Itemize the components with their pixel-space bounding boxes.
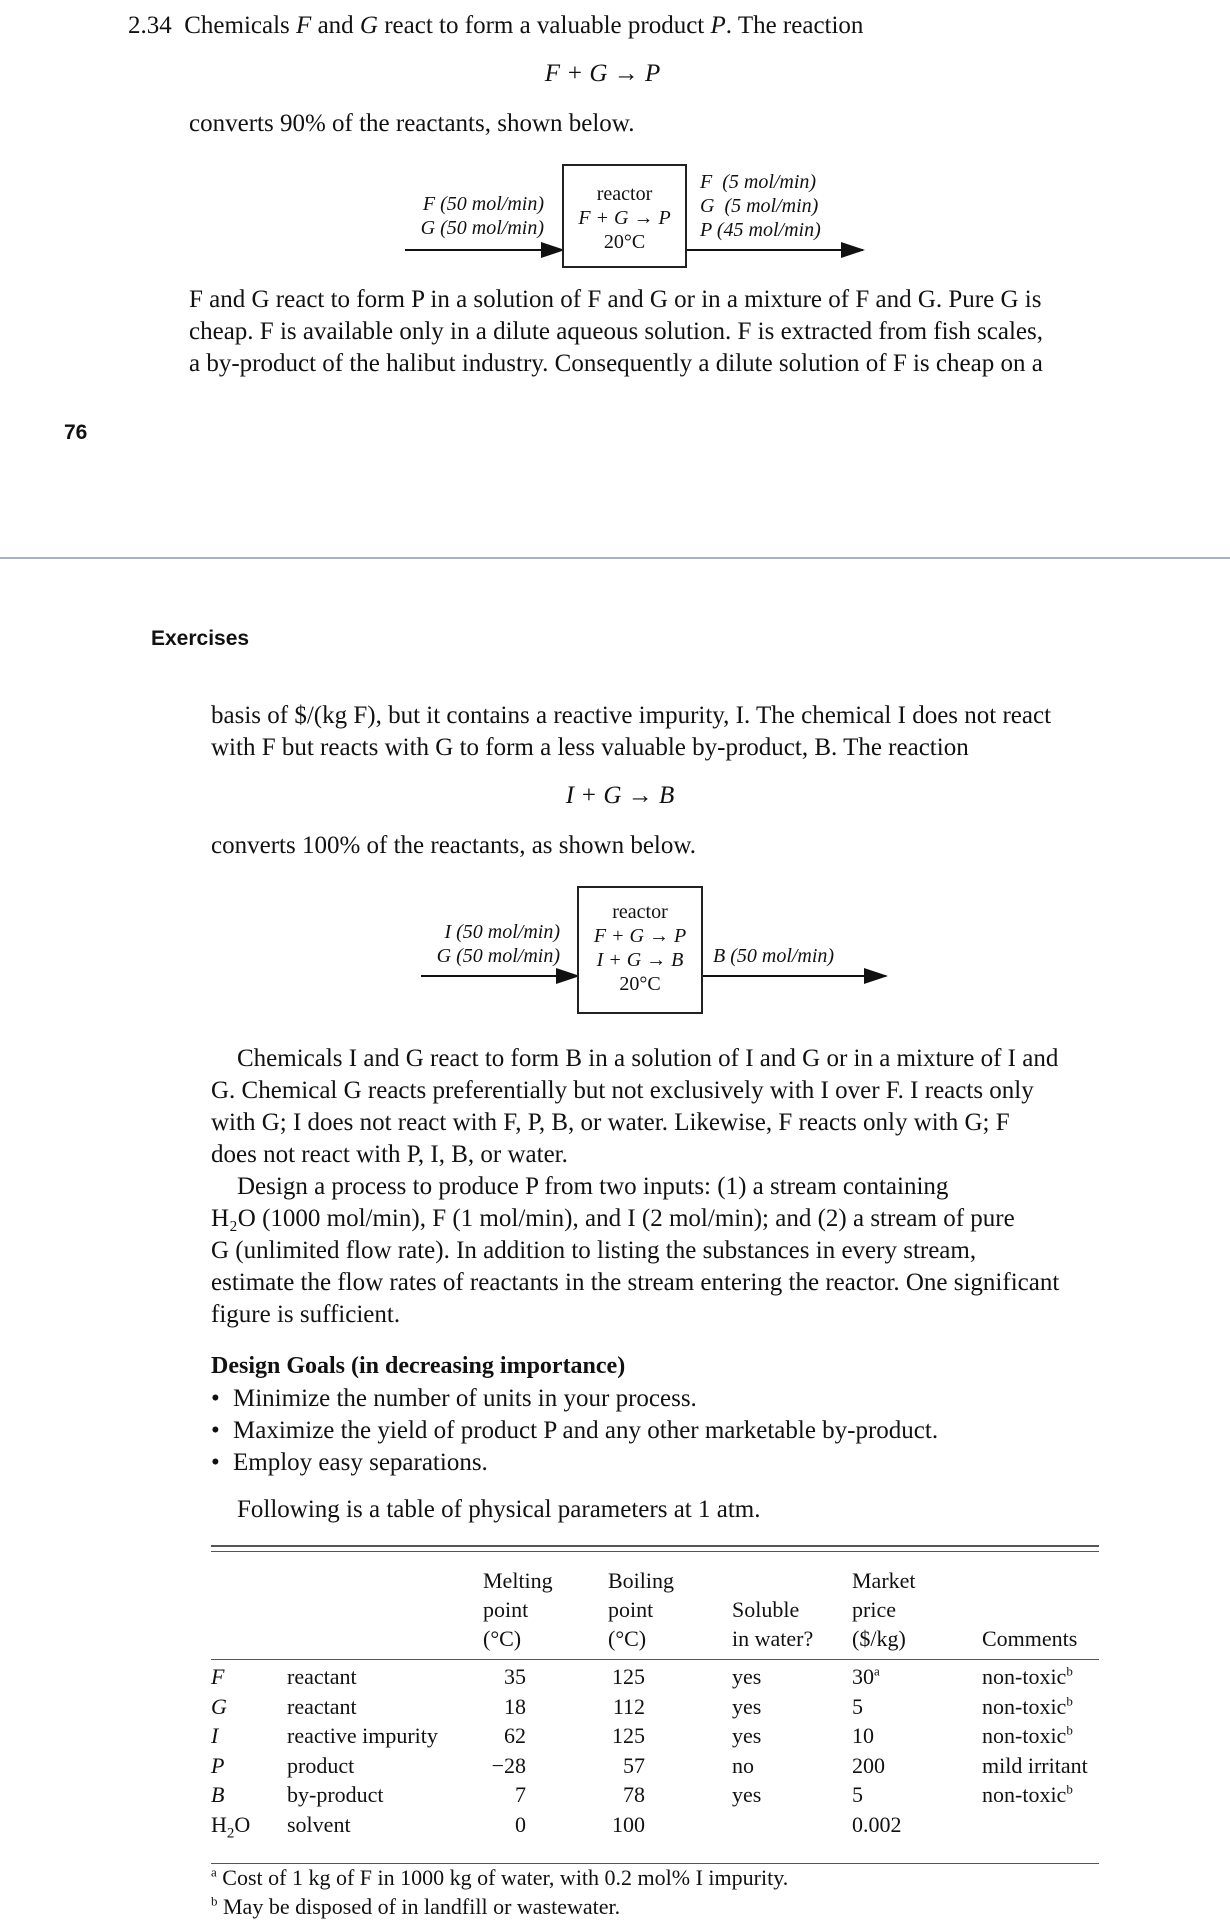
problem-number: 2.34 [128,12,172,39]
header-boiling-point: Boiling point (°C) [608,1568,675,1651]
cell-boiling: 125 [612,1664,645,1689]
footnote-marker: b [1066,1781,1073,1797]
cell-melting: −28 [491,1752,526,1778]
table-top-rule [211,1545,1099,1547]
diagram-input-streams: I (50 mol/min) G (50 mol/min) [436,921,560,967]
cell-price: 200 [852,1752,885,1778]
cell-soluble: yes [732,1693,762,1719]
output-arrow [687,249,863,251]
reaction-equation-fgp: F + G → P [544,60,661,87]
cell-price: 30$^a$ [852,1663,880,1689]
cell-boiling: 57 [623,1752,645,1778]
cell-comment: mild irritant [982,1752,1088,1778]
cell-price: 10 [852,1723,874,1748]
cell-role: reactant [287,1664,357,1689]
paragraph-impurity: basis of $/(kg F), but it contains a reactive impurity, I. The chemical I does not react with F but reacts with G to form a less valuable by-product, B. The reaction [211,702,1052,761]
problem-intro: 2.34 Chemicals F and G react to form a valuable product P. The reaction [128,12,864,39]
paragraph-design-task: Design a process to produce P from two inputs: (1) a stream containing H₂O (1000 mol/min), F (1 mol/min), and I (2 mol/min); and (2) a stream of pure G (unlimited flow rate). In addition to listing the substances in every stream, estimate the flow rates of reactants in the stream entering the reactor. One significant figure is sufficient. [211,1173,1060,1328]
header-melting-point: Melting point (°C) [483,1568,553,1651]
goal-item: • Employ easy separations. [211,1447,1111,1479]
page-divider [0,557,1230,559]
cell-comment: non-toxic$^b$ [982,1693,1073,1719]
cell-role: reactant [287,1693,357,1719]
page-number: 76 [64,421,88,444]
cell-boiling: 112 [612,1693,645,1719]
footnote-marker: b [1066,1693,1073,1709]
reactor-diagram-1 [0,160,1230,275]
cell-symbol: I [211,1723,219,1748]
table-intro: Following is a table of physical parameters at 1 atm. [237,1496,761,1523]
cell-melting: 35 [504,1664,526,1689]
cell-soluble: no [732,1752,754,1778]
reactor-diagram-2 [0,880,1230,1020]
cell-role: product [287,1752,355,1778]
paragraph-chemicals-i-g: Chemicals I and G react to form B in a solution of I and G or in a mixture of I and G. Chemical G reacts preferentially but not exclusively with I over F. I reacts only with G; I does not react with F, P, B, or water. Likewise, F reacts only with G; F does not react with P, I, B, or water. [211,1045,1059,1168]
reactor-box: reactor F + G → P I + G → B 20°C [577,886,703,1014]
cell-role: solvent [287,1811,351,1837]
cell-melting: 62 [504,1723,526,1748]
diagram-output-stream: B (50 mol/min) [713,945,835,967]
table-bottom-rule [211,1863,1099,1864]
cell-symbol: B [211,1782,225,1807]
conversion-text: converts 90% of the reactants, shown below. [189,110,635,137]
cell-boiling: 78 [623,1782,645,1807]
footnote-b: $^b$ May be disposed of in landfill or wastewater. [211,1893,621,1919]
cell-symbol: F [211,1664,225,1689]
goal-item: • Minimize the number of units in your process. [211,1383,1111,1415]
cell-symbol: P [211,1752,225,1778]
running-head: Exercises [151,627,250,650]
cell-price: 5 [852,1693,863,1719]
footnote-marker: b [1066,1663,1073,1679]
design-goals-list [211,1383,1111,1479]
conversion-text-2: converts 100% of the reactants, as shown below. [211,832,697,859]
cell-role: by-product [287,1782,384,1807]
header-market-price: Market price ($/kg) [852,1568,916,1651]
cell-role: reactive impurity [287,1723,438,1748]
cell-boiling: 125 [612,1723,645,1748]
table-header-rule [211,1659,1099,1660]
input-arrow [405,249,563,251]
diagram-input-streams: F (50 mol/min) G (50 mol/min) [420,193,544,239]
cell-soluble: yes [732,1723,762,1748]
reaction-equation-igb: I + G → B [565,782,675,809]
goal-item: • Maximize the yield of product P and any other marketable by-product. [211,1415,1111,1447]
cell-boiling: 100 [612,1811,645,1837]
cell-comment: non-toxic$^b$ [982,1722,1073,1748]
cell-melting: 18 [504,1693,526,1719]
cell-melting: 0 [515,1811,526,1837]
footnote-marker: a [874,1663,880,1679]
footnote-a: $^a$ Cost of 1 kg of F in 1000 kg of water, with 0.2 mol% I impurity. [211,1864,789,1890]
output-arrow [703,975,886,977]
header-soluble: Soluble in water? [732,1597,814,1651]
cell-melting: 7 [515,1782,526,1807]
header-comments: Comments [982,1626,1078,1651]
reactor-box: reactor F + G → P 20°C [562,164,687,268]
footnote-marker: b [1066,1722,1073,1738]
cell-symbol: $H_2O$ [211,1811,251,1841]
paragraph-f-and-g: F and G react to form P in a solution of F and G or in a mixture of F and G. Pure G is cheap. F is available only in a dilute aqueous solution. F is extracted from fish scales, a by-product of the halibut industry. Consequently a dilute solution of F is cheap on a [189,286,1043,377]
design-goals-heading: Design Goals (in decreasing importance) [211,1353,626,1379]
cell-symbol: G [211,1693,227,1719]
cell-comment: non-toxic$^b$ [982,1663,1073,1689]
cell-soluble: yes [732,1664,762,1689]
cell-price: 0.002 [852,1811,902,1837]
input-arrow [421,975,578,977]
cell-comment: non-toxic$^b$ [982,1781,1073,1807]
cell-price: 5 [852,1782,863,1807]
diagram-output-streams: F (5 mol/min) G (5 mol/min) P (45 mol/min) [700,171,821,241]
cell-soluble: yes [732,1782,762,1807]
table-top-rule-2 [211,1551,1099,1552]
